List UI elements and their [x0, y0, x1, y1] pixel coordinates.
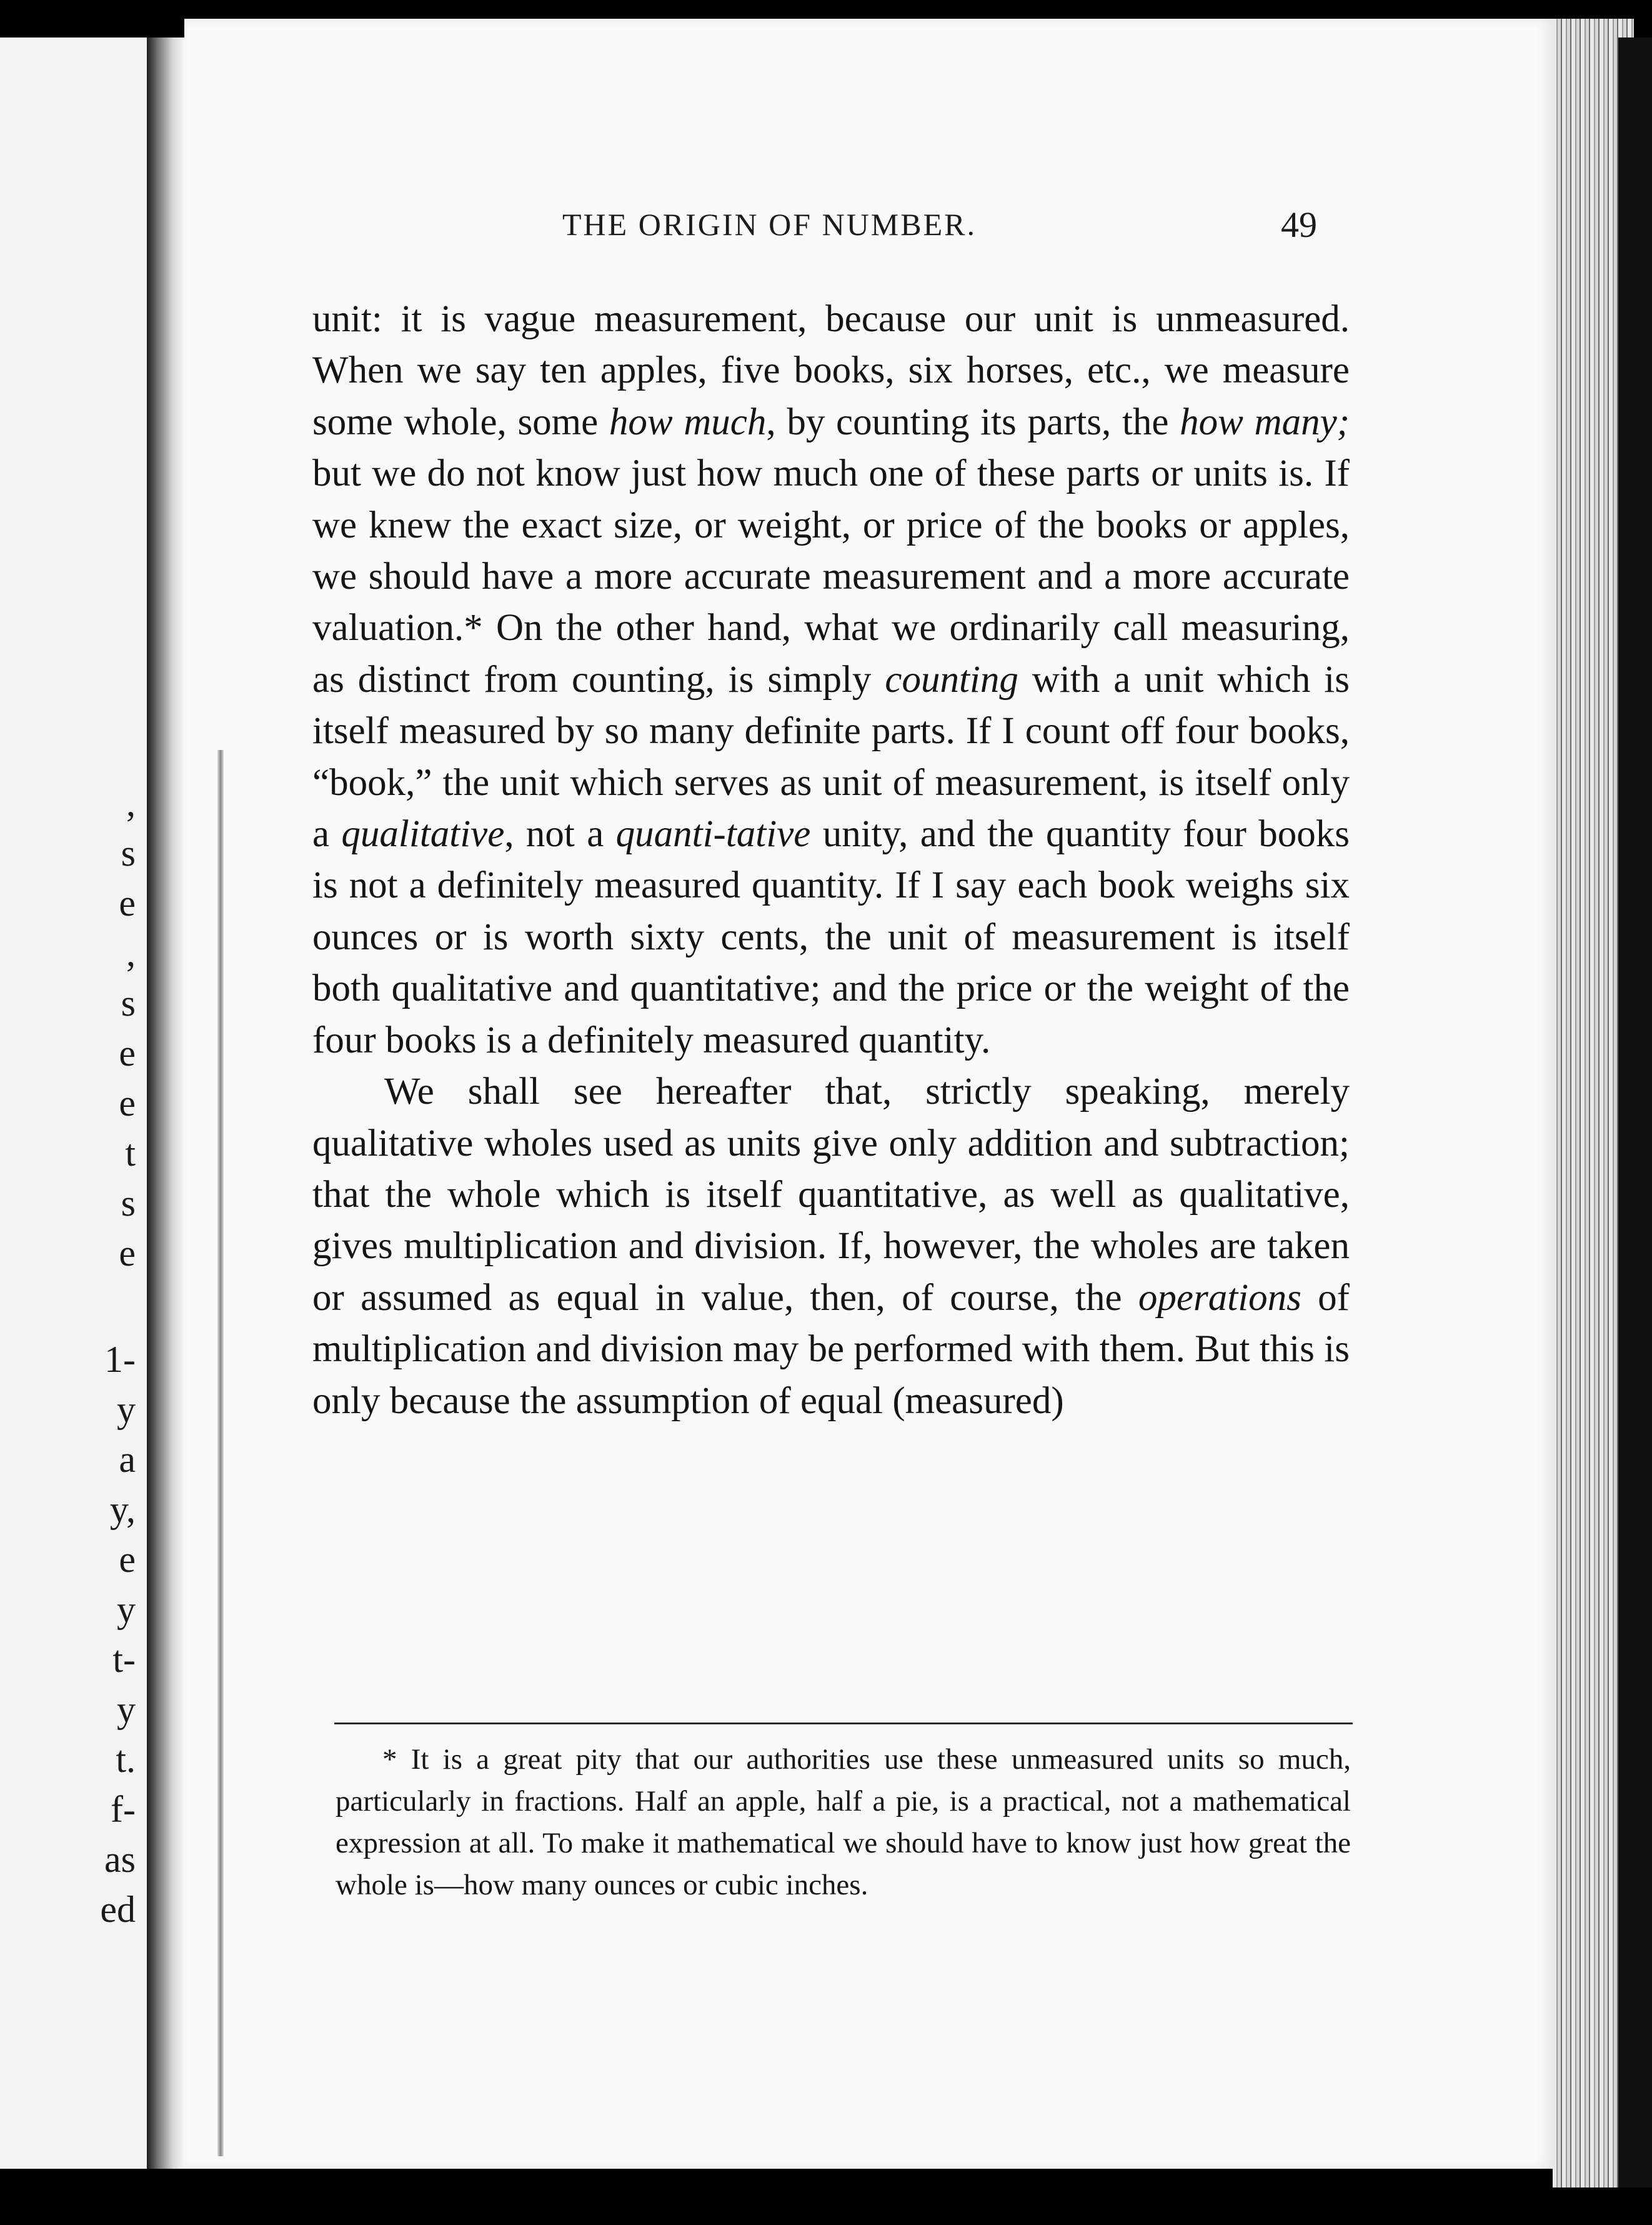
left-margin-fragment: f-: [111, 1789, 136, 1830]
italic-run: how many;: [1180, 401, 1350, 443]
paragraph: [312, 1066, 1350, 1427]
gutter-crease: [217, 750, 224, 2156]
text-run: but we do not know just how much one of these parts or units is. If we knew the exact size, or weight, or price of the books or apples, we should have a more accurate measurement and a more accurate valuation.* On the other hand, what we ordinarily call measuring, as distinct from counting, is simply: [312, 452, 1350, 701]
italic-run: operations: [1138, 1276, 1301, 1319]
text-run: unit: it is vague measurement, because our unit is unmeasured. When we say ten apples, five books, six horses, etc., we measure some whole, some: [312, 298, 1350, 443]
text-run: , by counting its parts, the: [766, 401, 1180, 443]
text-run: unity, and the quantity four books is not a definitely measured quantity. If I say each book weighs six ounces or is worth sixty cents, the unit of measurement is itself both qualitative and quantitative; and the price or the weight of the four books is a definitely measured quantity.: [312, 813, 1350, 1061]
left-margin-fragment: y: [117, 1689, 136, 1730]
body-text: [312, 294, 1350, 1427]
left-margin-fragment: a: [119, 1439, 136, 1480]
text-run: of multiplication and division may be performed with them. But this is only because the assumption of equal (measured): [312, 1276, 1350, 1422]
text-run: with a unit which is itself measured by so many definite parts. If I count off four books, “book,” the unit which serves as unit of measurement, is itself only a: [312, 658, 1350, 856]
left-margin-fragment: e: [119, 882, 136, 924]
left-margin-fragment: y: [117, 1389, 136, 1430]
previous-page-edge: [0, 38, 151, 2169]
left-margin-fragment: e: [119, 1539, 136, 1580]
footnote: * It is a great pity that our authorities use these unmeasured units so much, particularly in fractions. Half an apple, half a pie, is a practical, not a mathematical expression at all. To make it mathematical we should have to know just how great the whole is—how many ounces or cubic inches.: [336, 1743, 1351, 1901]
book-gutter-shadow: [147, 38, 184, 2169]
left-margin-fragment: t: [125, 1132, 136, 1174]
left-margin-fragment: ,: [126, 782, 136, 824]
left-margin-fragment: e: [119, 1082, 136, 1124]
left-margin-fragment: y,: [109, 1489, 136, 1530]
italic-run: qualitative: [341, 813, 505, 856]
footnote-rule: [334, 1722, 1353, 1724]
text-run: , not a: [504, 813, 616, 856]
left-margin-fragment: e: [119, 1232, 136, 1274]
left-margin-fragment: y: [117, 1589, 136, 1630]
running-header: [562, 206, 1337, 242]
left-margin-fragment: s: [121, 832, 136, 874]
left-margin-fragment: t.: [116, 1739, 136, 1780]
left-margin-fragment: 1-: [104, 1339, 136, 1380]
left-margin-fragment: t-: [112, 1639, 136, 1680]
paragraph: [312, 294, 1350, 1066]
italic-run: how much: [609, 401, 767, 443]
italic-run: quanti-tative: [615, 813, 811, 856]
background-edge: [1618, 38, 1652, 2188]
left-margin-fragment: s: [121, 1182, 136, 1224]
text-run: We shall see hereafter that, strictly speaking, merely qualitative wholes used as units give only addition and subtraction; that the whole which is itself quantitative, as well as qualitative, gives multiplication and division. If, however, the wholes are taken or assumed as equal in value, then, of course, the: [312, 1071, 1350, 1319]
left-margin-fragment: s: [121, 982, 136, 1024]
running-title: THE ORIGIN OF NUMBER.: [562, 207, 977, 242]
left-margin-fragment: ,: [126, 932, 136, 974]
page-number: 49: [1281, 204, 1317, 245]
left-margin-fragment: e: [119, 1032, 136, 1074]
left-margin-fragment: ed: [100, 1889, 136, 1930]
italic-run: counting: [885, 658, 1018, 701]
left-margin-fragment: as: [104, 1839, 136, 1880]
